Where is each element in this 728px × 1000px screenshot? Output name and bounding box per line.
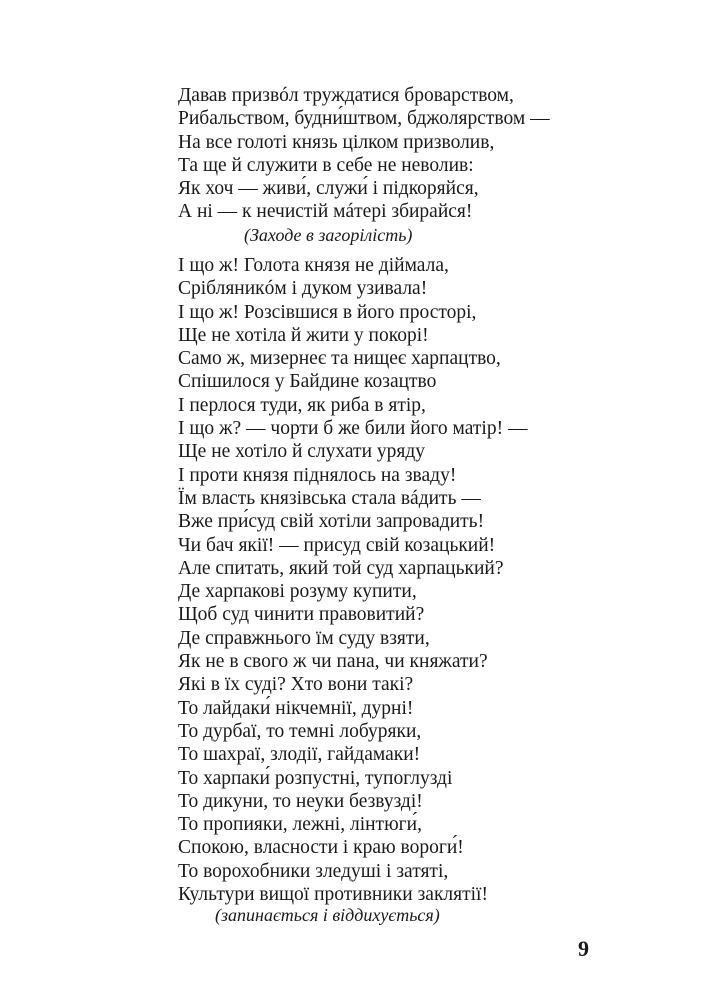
verse-line: То ворохобники зледуші і затяті, xyxy=(178,860,449,882)
verse-line: Але спитать, який той суд харпацький? xyxy=(178,557,504,579)
verse-line: Культури вищої противники заклятії! xyxy=(178,884,488,906)
verse-line: Вже при́суд свій хотіли запровадить! xyxy=(178,511,485,533)
verse-line: І що ж! Голота князя не діймала, xyxy=(178,255,449,276)
stage-direction-1: (Заходе в загорілість) xyxy=(244,225,413,245)
verse-line: Ще не хотіло й слухати уряду xyxy=(178,441,426,463)
verse-line: Де харпакові розуму купити, xyxy=(178,581,417,603)
verse-line: Та ще й служити в себе не неволив: xyxy=(178,154,474,176)
verse-line: Як не в свого ж чи пана, чи княжати? xyxy=(178,651,488,673)
stage-direction-2: (запинається і віддихується) xyxy=(215,905,440,925)
verse-line: То лайдаки́ нікчемнії, дурні! xyxy=(178,697,414,719)
verse-line: Як хоч — живи́, служи́ і підкоряйся, xyxy=(178,178,479,200)
verse-stanza-1 xyxy=(178,84,598,224)
verse-line: То шахраї, злодії, гайдамаки! xyxy=(178,744,421,766)
verse-line: Чи бач якії! — присуд свій козацький! xyxy=(178,534,496,556)
verse-line: Само ж, мизернеє та нищеє харпацтво, xyxy=(178,348,501,370)
verse-line: То харпаки́ розпустні, тупоглузді xyxy=(178,767,453,789)
verse-line: Ще не хотіла й жити у покорі! xyxy=(178,324,429,346)
verse-line: І перлося туди, як риба в ятір, xyxy=(178,394,426,416)
verse-line: Які в їх суді? Хто вони такі? xyxy=(178,674,414,696)
verse-line: Давав призвóл труждатися броварством, xyxy=(178,85,514,106)
verse-line: І що ж? — чорти б же били його матір! — xyxy=(178,418,528,440)
verse-line: Де справжнього їм суду взяти, xyxy=(178,627,430,649)
verse-line: Срібляникóм і дуком узивала! xyxy=(178,278,428,300)
verse-line: Щоб суд чинити правовитий? xyxy=(178,604,425,626)
verse-line: Їм власть князівська стала вáдить — xyxy=(178,487,481,509)
verse-line: А ні — к нечистій мáтері збирайся! xyxy=(178,201,473,223)
verse-line: То дикуни, то неуки безвузді! xyxy=(178,790,423,812)
verse-line: То дурбаї, то темні лобуряки, xyxy=(178,720,422,742)
verse-line: І що ж! Розсівшися в його просторі, xyxy=(178,301,477,323)
verse-line: На все голоті князь цілком призволив, xyxy=(178,131,495,153)
verse-line: Спокою, власности і краю вороги́! xyxy=(178,837,464,859)
verse-line: То пропияки, лежні, лінтюги́, xyxy=(178,814,422,836)
page-number: 9 xyxy=(578,936,589,961)
verse-line: Спішилося у Байдине козацтво xyxy=(178,371,437,393)
verse-line: І проти князя піднялось на зваду! xyxy=(178,464,457,486)
verse-stanza-2 xyxy=(178,254,598,906)
verse-line: Рибальством, будни́штвом, бджолярством — xyxy=(178,108,550,130)
